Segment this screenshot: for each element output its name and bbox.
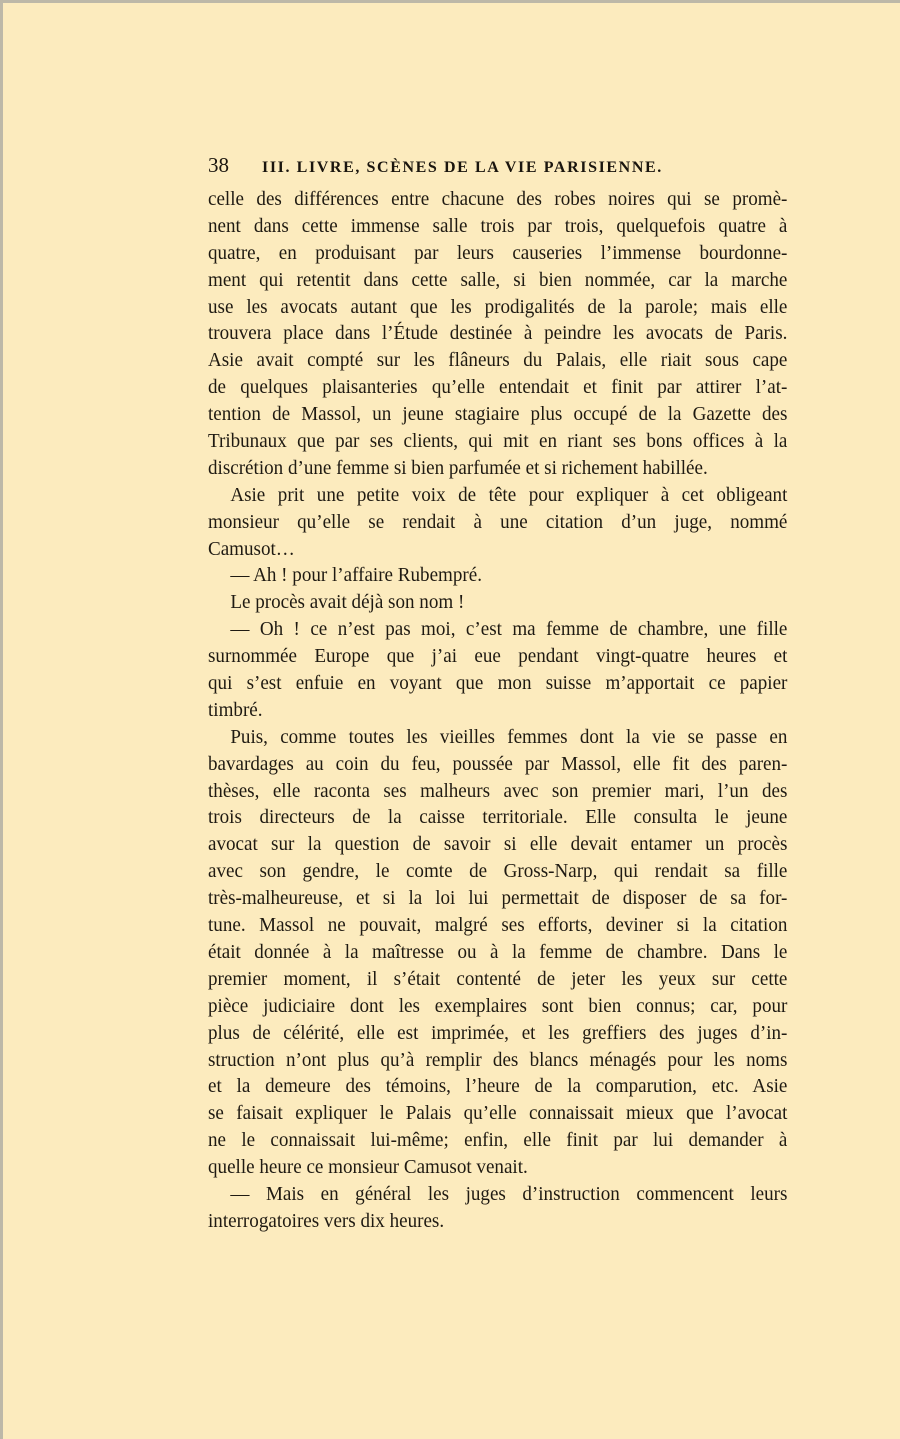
text-line: — Ah ! pour l’affaire Rubempré. — [230, 564, 482, 587]
text-line: trouvera place dans l’Étude destinée à peindre les avocats de Paris. — [208, 322, 788, 345]
text-line: interrogatoires vers dix heures. — [208, 1209, 445, 1232]
text-line: surnommée Europe que j’ai eue pendant vingt-quatre heures et — [208, 645, 788, 668]
text-line: Tribunaux que par ses clients, qui mit en riant ses bons offices à la — [208, 430, 788, 453]
text-line: ment qui retentit dans cette salle, si bien nommée, car la marche — [208, 268, 788, 291]
text-line: trois directeurs de la caisse territoriale. Elle consulta le jeune — [208, 806, 788, 829]
text-line: avec son gendre, le comte de Gross-Narp, qui rendait sa fille — [208, 860, 788, 883]
text-line: Le procès avait déjà son nom ! — [230, 591, 465, 614]
text-line: struction n’ont plus qu’à remplir des blancs ménagés pour les noms — [208, 1048, 788, 1071]
text-line: monsieur qu’elle se rendait à une citation d’un juge, nommé — [208, 510, 788, 533]
text-line: avocat sur la question de savoir si elle devait entamer un procès — [208, 833, 788, 856]
text-line: était donnée à la maîtresse ou à la femme de chambre. Dans le — [208, 940, 788, 963]
text-line: ne le connaissait lui-même; enfin, elle finit par lui demander à — [208, 1129, 788, 1152]
text-line: Asie avait compté sur les flâneurs du Palais, elle riait sous cape — [208, 349, 788, 372]
text-line: qui s’est enfuie en voyant que mon suisse m’apportait ce papier — [208, 672, 788, 695]
running-head — [208, 153, 720, 181]
text-line: pièce judiciaire dont les exemplaires sont bien connus; car, pour — [208, 994, 788, 1017]
text-line: Asie prit une petite voix de tête pour expliquer à cet obligeant — [230, 483, 788, 506]
text-line: tune. Massol ne pouvait, malgré ses efforts, deviner si la citation — [208, 914, 788, 937]
text-line: thèses, elle raconta ses malheurs avec son premier mari, l’un des — [208, 779, 788, 802]
text-line: — Oh ! ce n’est pas moi, c’est ma femme de chambre, une fille — [230, 618, 788, 641]
text-line: Camusot… — [208, 537, 295, 560]
text-line: et la demeure des témoins, l’heure de la comparution, etc. Asie — [208, 1075, 788, 1098]
text-line: — Mais en général les juges d’instruction commencent leurs — [230, 1182, 788, 1205]
text-line: discrétion d’une femme si bien parfumée et si richement habillée. — [208, 456, 708, 479]
text-line: use les avocats autant que les prodigalités de la parole; mais elle — [208, 295, 788, 318]
running-title: III. LIVRE, SCÈNES DE LA VIE PARISIENNE. — [262, 159, 663, 176]
text-line: de quelques plaisanteries qu’elle entendait et finit par attirer l’at- — [208, 376, 788, 399]
text-line: nent dans cette immense salle trois par trois, quelquefois quatre à — [208, 214, 788, 237]
text-line: timbré. — [208, 698, 263, 721]
text-line: se faisait expliquer le Palais qu’elle connaissait mieux que l’avocat — [208, 1102, 788, 1125]
text-line: très-malheureuse, et si la loi lui permettait de disposer de sa for- — [208, 887, 788, 910]
text-line: celle des différences entre chacune des robes noires qui se promè- — [208, 188, 788, 210]
text-line: premier moment, il s’était contenté de jeter les yeux sur cette — [208, 967, 788, 990]
text-line: tention de Massol, un jeune stagiaire plus occupé de la Gazette des — [208, 403, 788, 426]
body-text — [208, 186, 788, 1235]
text-line: quelle heure ce monsieur Camusot venait. — [208, 1156, 528, 1179]
text-line: Puis, comme toutes les vieilles femmes dont la vie se passe en — [230, 725, 788, 748]
text-line: plus de célérité, elle est imprimée, et les greffiers des juges d’in- — [208, 1021, 788, 1044]
page-number: 38 — [208, 153, 229, 177]
text-line: bavardages au coin du feu, poussée par Massol, elle fit des paren- — [208, 752, 788, 775]
text-line: quatre, en produisant par leurs causeries l’immense bourdonne- — [208, 241, 788, 264]
